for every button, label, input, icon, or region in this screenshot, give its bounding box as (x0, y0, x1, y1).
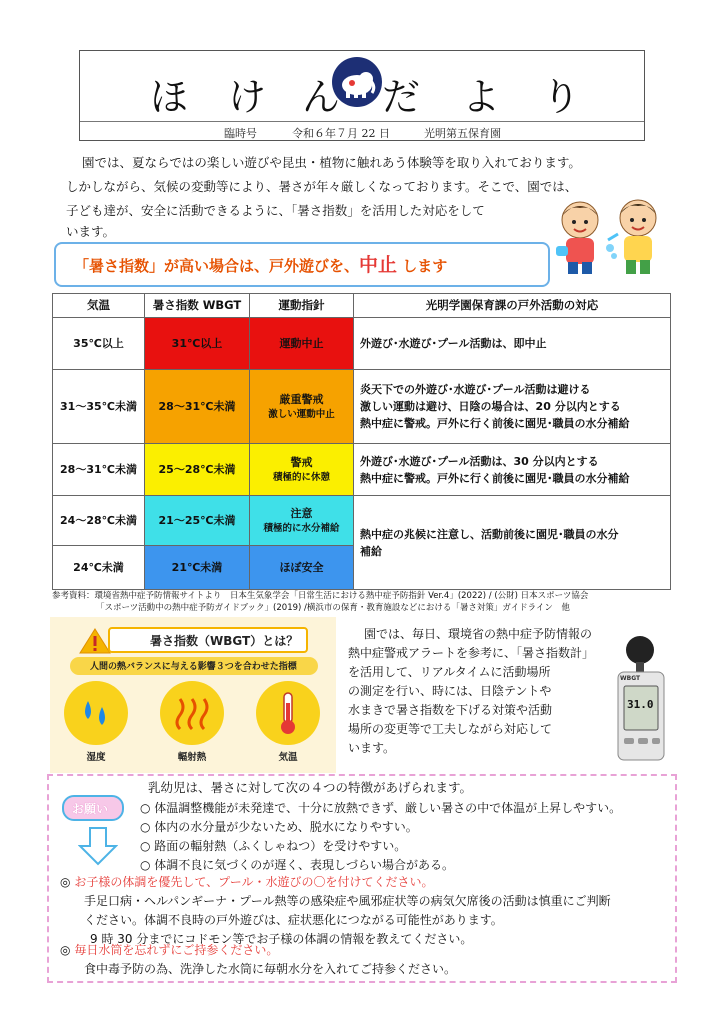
table-row (53, 496, 671, 546)
reference-line: 「スポーツ活動中の熱中症予防ガイドブック」(2019) /横浜市の保育・教育施設などにおける「暑さ対策」ガイドライン 他 (96, 603, 570, 613)
request-mark: ◎ (60, 943, 71, 957)
measure-line: 場所の変更等で工夫しながら対応して (348, 722, 553, 736)
notice-emphasis: 中止 (359, 254, 398, 276)
measure-line: 熱中症警戒アラートを参考に、「暑さ指数計」 (348, 646, 595, 660)
wbgt-cell: 31℃以上 (145, 318, 250, 370)
request-badge (62, 795, 124, 821)
table-header-row (53, 294, 671, 318)
measure-line: を活用して、リアルタイムに活動場所 (348, 665, 551, 679)
water-drops-icon (64, 681, 128, 745)
factor-label-radiant-heat: 輻射熱 (177, 752, 207, 763)
warning-icon (78, 627, 112, 655)
wbgt-title-box (108, 627, 308, 653)
header-divider (80, 121, 644, 122)
title-char: り (542, 75, 581, 119)
action-cell (354, 370, 671, 444)
wbgt-cell: 28～31℃未満 (145, 370, 250, 444)
table-row (53, 444, 671, 496)
action-line: 激しい運動は避け、日陰の場合は、20 分以内とする (360, 400, 621, 413)
measure-line: います。 (348, 741, 396, 755)
features-intro: 乳幼児は、暑さに対して次の４つの特徴があげられます。 (148, 780, 473, 795)
title-char: け (228, 75, 267, 119)
issue-label: 臨時号 (224, 127, 257, 140)
newsletter-header (79, 50, 645, 141)
issue-date: 令和６年７月 22 日 (292, 127, 390, 140)
intro-line: います。 (66, 224, 116, 239)
wbgt-subtitle: 人間の熱バランスに与える影響３つを合わせた指標 (90, 662, 297, 672)
title-char: よ (462, 75, 501, 119)
action-cell (354, 496, 671, 590)
request-detail: 9 時 30 分までにコドモン等でお子様の体調の情報を教えてください。 (90, 932, 473, 946)
table-row (53, 370, 671, 444)
guide-cell (250, 496, 354, 546)
column-header: 暑さ指数 WBGT (145, 294, 250, 318)
measure-line: の測定を行い、時には、日陰テントや (348, 684, 552, 698)
temp-cell: 24℃未満 (53, 546, 145, 590)
temp-cell: 28～31℃未満 (53, 444, 145, 496)
action-line: 補給 (360, 544, 382, 558)
wbgt-cell: 25～28℃未満 (145, 444, 250, 496)
action-line: 外遊び･水遊び･プール活動は、30 分以内とする (360, 454, 599, 468)
heat-waves-icon (160, 681, 224, 745)
guide-sub: 積極的に休憩 (272, 471, 330, 483)
request-detail: ください。体調不良時の戸外遊びは、症状悪化につながる可能性があります。 (84, 913, 503, 927)
notice-prefix: 「暑さ指数」が高い場合は、戸外遊びを、 (74, 257, 360, 275)
action-line: 熱中症の兆候に注意し、活動前後に園児･職員の水分 (360, 527, 619, 541)
title-char: ん (302, 75, 341, 119)
action-line: 外遊び･水遊び･プール活動は、即中止 (360, 337, 547, 350)
reference-line: 参考資料：環境省熱中症予防情報サイトより 日本生気象学会「日常生活における熱中症予防指針 Ver.4」(2022) / (公財) 日本スポーツ協会 (52, 591, 589, 601)
meter-reading: 31.0 (627, 698, 654, 711)
meter-label: WBGT (620, 675, 641, 682)
guide-cell (250, 370, 354, 444)
action-cell (354, 318, 671, 370)
action-line: 熱中症に警戒。戸外に行く前後に園児･職員の水分補給 (360, 471, 630, 485)
temp-cell: 24～28℃未満 (53, 496, 145, 546)
guide-cell (250, 444, 354, 496)
column-header: 光明学園保育課の戸外活動の対応 (354, 294, 671, 318)
action-cell (354, 444, 671, 496)
guide-main: 厳重警戒 (279, 392, 324, 406)
request-title: 毎日水筒を忘れずにご持参ください。 (74, 943, 279, 957)
table-row (53, 318, 671, 370)
title-char: だ (382, 75, 421, 119)
wbgt-cell: 21℃未満 (145, 546, 250, 590)
column-header: 運動指針 (250, 294, 354, 318)
intro-line: 園では、夏ならではの楽しい遊びや昆虫・植物に触れあう体験等を取り入れております。 (82, 155, 581, 170)
action-line: 炎天下での外遊び･水遊び･プール活動は避ける (360, 383, 591, 396)
guide-sub: 激しい運動中止 (268, 408, 335, 420)
temperature-circle (256, 681, 320, 745)
wbgt-explainer (50, 617, 336, 773)
feature-item: ○ 体内の水分量が少ないため、脱水になりやすい。 (140, 820, 418, 834)
measure-line: 水まきで暑さ指数を下げる対策や活動 (348, 703, 553, 717)
notice-suffix: します (397, 257, 448, 275)
radiant-heat-circle (160, 681, 224, 745)
temp-cell: 35℃以上 (53, 318, 145, 370)
measure-line: 園では、毎日、環境省の熱中症予防情報の (364, 627, 593, 641)
request-detail: 食中毒予防の為、洗浄した水筒に毎朝水分を入れてご持参ください。 (84, 962, 457, 976)
guide-cell: 運動中止 (250, 318, 354, 370)
wbgt-subtitle-bar (70, 657, 318, 675)
feature-item: ○ 路面の輻射熱（ふくしゃねつ）を受けやすい。 (140, 839, 407, 853)
wbgt-meter-device (614, 634, 670, 764)
thermometer-icon (256, 681, 320, 745)
factor-label-humidity: 湿度 (86, 752, 106, 763)
humidity-circle (64, 681, 128, 745)
title-char: ほ (150, 75, 189, 119)
request-badge-label: お願い (72, 802, 109, 816)
wbgt-cell: 21～25℃未満 (145, 496, 250, 546)
wbgt-title: 暑さ指数（WBGT）とは？ (150, 634, 299, 648)
notice-banner (54, 242, 550, 287)
guide-main: 警戒 (290, 455, 313, 469)
guide-main: 注意 (290, 506, 313, 520)
arrow-down-icon (78, 826, 118, 866)
feature-item: ○ 体調不良に気づくのが遅く、表現しづらい場合がある。 (140, 858, 455, 872)
factor-label-temperature: 気温 (278, 752, 298, 763)
request-mark: ◎ (60, 875, 71, 889)
guide-cell: ほぼ安全 (250, 546, 354, 590)
intro-line: 子ども達が、安全に活動できるように、「暑さ指数」を活用した対応をして (66, 203, 485, 218)
school-name: 光明第五保育園 (424, 127, 501, 140)
feature-item: ○ 体温調整機能が未発達で、十分に放熱できず、厳しい暑さの中で体温が上昇しやすい。 (140, 801, 622, 815)
kids-illustration (552, 196, 670, 276)
guide-sub: 積極的に水分補給 (263, 522, 340, 534)
column-header: 気温 (53, 294, 145, 318)
request-detail: 手足口病・ヘルパンギーナ・プール熱等の感染症や風邪症状等の病気欠席後の活動は慎重にご判断 (84, 894, 611, 908)
heat-index-table (52, 293, 671, 590)
temp-cell: 31～35℃未満 (53, 370, 145, 444)
intro-line: しかしながら、気候の変動等により、暑さが年々厳しくなっております。そこで、園では、 (66, 179, 578, 194)
action-line: 熱中症に警戒。戸外に行く前後に園児･職員の水分補給 (360, 417, 630, 430)
request-title: お子様の体調を優先して、プール・水遊びの〇を付けてください。 (74, 875, 434, 889)
